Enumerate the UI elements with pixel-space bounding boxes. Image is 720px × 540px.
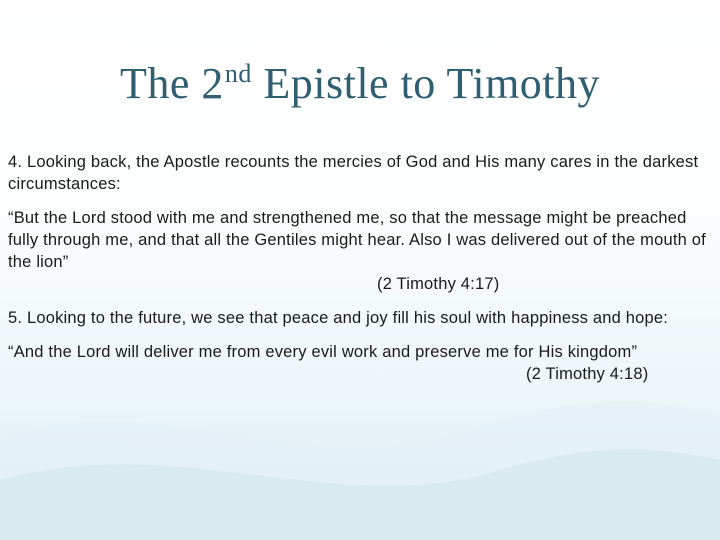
- quote-5: [8, 341, 708, 385]
- slide-body: [8, 151, 708, 385]
- point-text-5: 5. Looking to the future, we see that peace and joy fill his soul with happiness and hope:: [8, 309, 669, 327]
- quote-text: “But the Lord stood with me and strengthened me, so that the message might be preached fully through me, and that all the Gentiles might hear. Also I was delivered out of the mouth of the lion”: [8, 209, 706, 271]
- title-main: The 2: [119, 59, 224, 108]
- quote-text: “And the Lord will deliver me from every evil work and preserve me for His kingdom”: [8, 343, 638, 361]
- scripture-reference: (2 Timothy 4:18): [526, 365, 649, 383]
- scripture-reference: (2 Timothy 4:17): [377, 275, 500, 293]
- title-rest: Epistle to Timothy: [251, 59, 601, 108]
- slide-title: [0, 58, 720, 109]
- title-superscript: nd: [224, 59, 252, 88]
- point-text-4: 4. Looking back, the Apostle recounts the mercies of God and His many cares in the darkest circumstances:: [8, 153, 699, 193]
- quote-4: [8, 207, 708, 295]
